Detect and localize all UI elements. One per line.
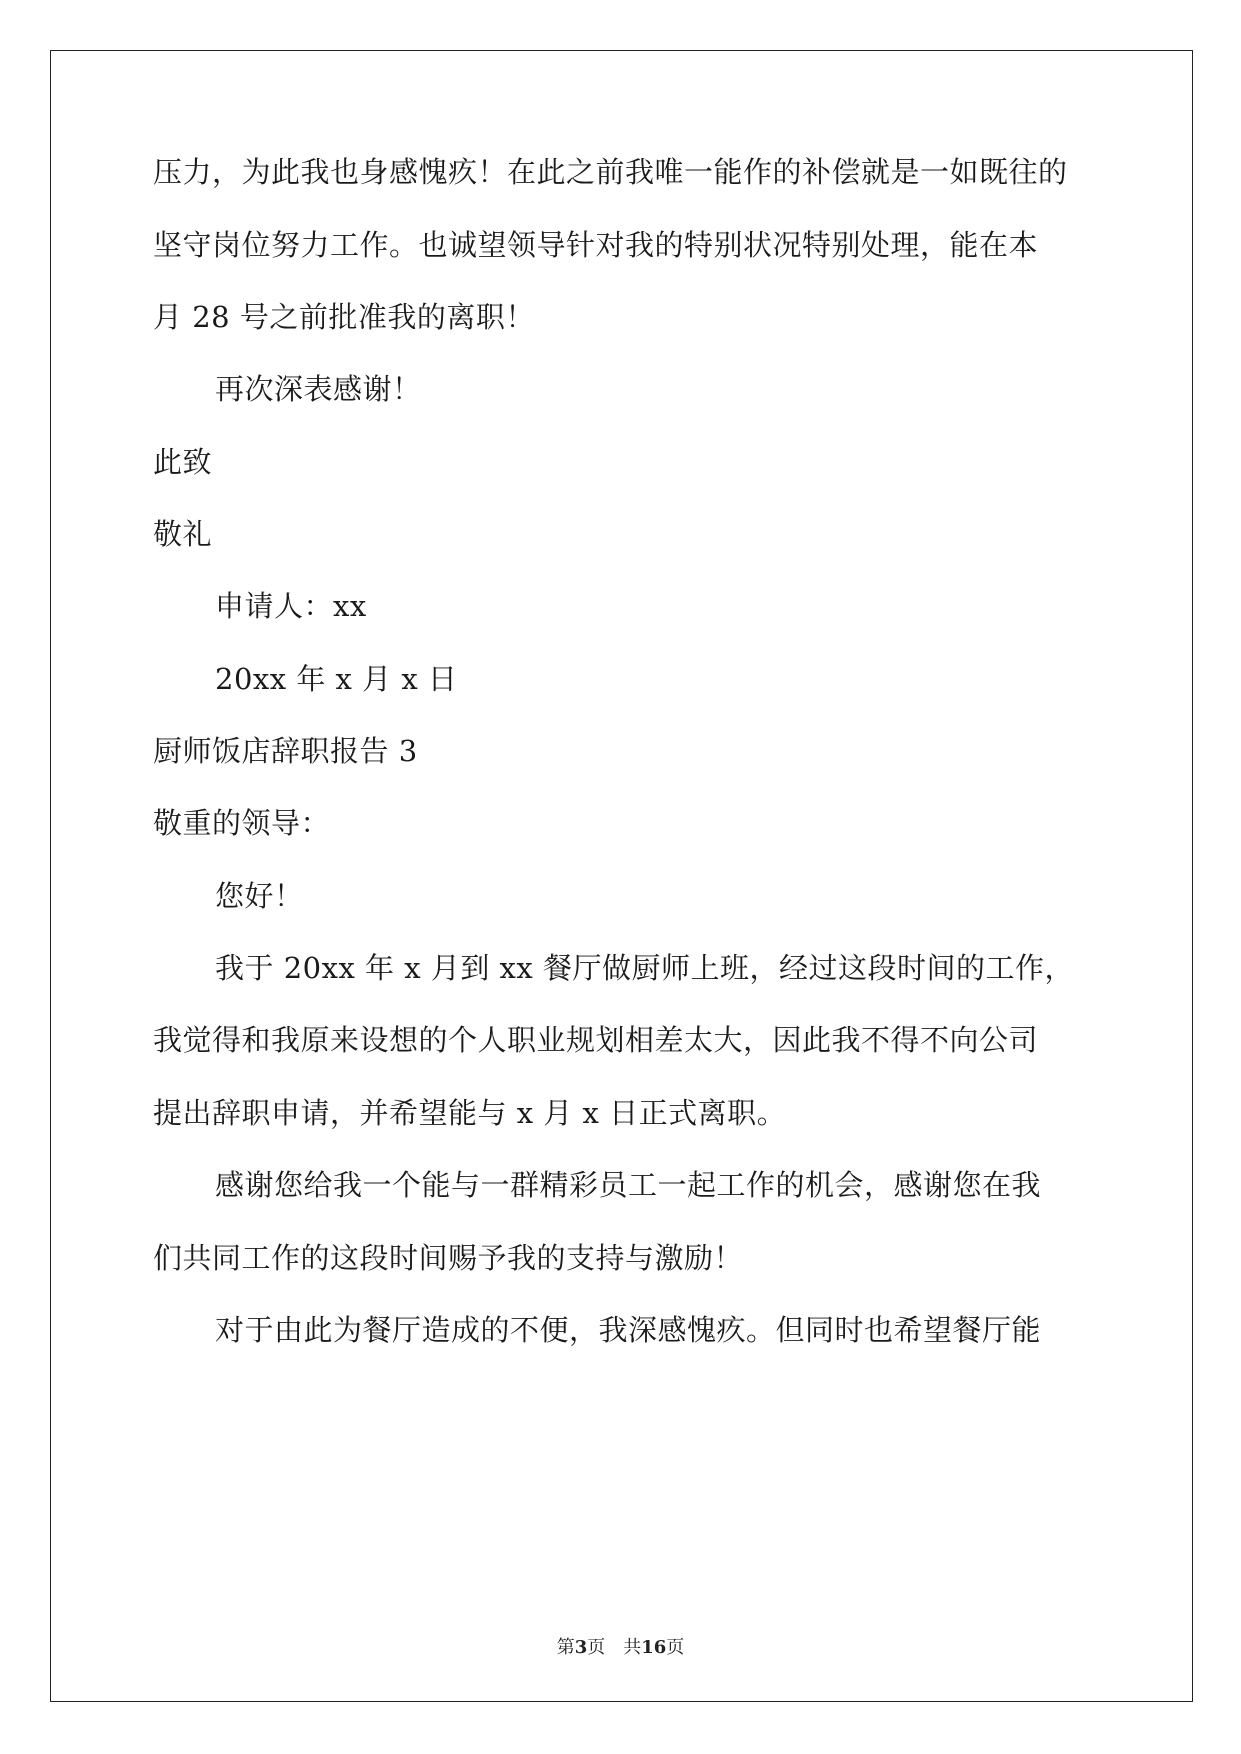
text-line: 提出辞职申请，并希望能与 x 月 x 日正式离职。 xyxy=(153,1096,787,1130)
text-line: 们共同工作的这段时间赐予我的支持与激励！ xyxy=(153,1241,744,1275)
text-line: 对于由此为餐厅造成的不便，我深感愧疚。但同时也希望餐厅能 xyxy=(215,1313,1042,1347)
section-title: 厨师饭店辞职报告 3 xyxy=(153,734,418,768)
text-line: 压力，为此我也身感愧疚！在此之前我唯一能作的补偿就是一如既往的 xyxy=(153,155,1068,189)
text-line: 我觉得和我原来设想的个人职业规划相差太大，因此我不得不向公司 xyxy=(153,1023,1039,1057)
text-line: 坚守岗位努力工作。也诚望领导针对我的特别状况特别处理，能在本 xyxy=(153,228,1039,262)
greeting: 您好！ xyxy=(215,879,304,913)
footer-total-unit: 页 xyxy=(666,1637,685,1658)
text-line: 申请人：xx xyxy=(215,589,367,623)
text-line: 我于 20xx 年 x 月到 xx 餐厅做厨师上班，经过这段时间的工作， xyxy=(215,951,1074,985)
text-line: 此致 xyxy=(153,445,213,479)
footer-prefix: 第 xyxy=(556,1637,575,1658)
footer-total-prefix: 共 xyxy=(623,1637,642,1658)
text-line: 感谢您给我一个能与一群精彩员工一起工作的机会，感谢您在我 xyxy=(215,1168,1042,1202)
current-page-number: 3 xyxy=(574,1637,588,1658)
page-footer xyxy=(0,1636,1241,1660)
text-line: 敬礼 xyxy=(153,517,213,551)
salutation: 敬重的领导： xyxy=(153,806,331,840)
total-pages-number: 16 xyxy=(641,1637,667,1658)
text-line: 月 28 号之前批准我的离职！ xyxy=(153,300,535,334)
text-line: 20xx 年 x 月 x 日 xyxy=(215,662,458,696)
footer-page-unit: 页 xyxy=(587,1637,606,1658)
text-line: 再次深表感谢！ xyxy=(215,372,422,406)
